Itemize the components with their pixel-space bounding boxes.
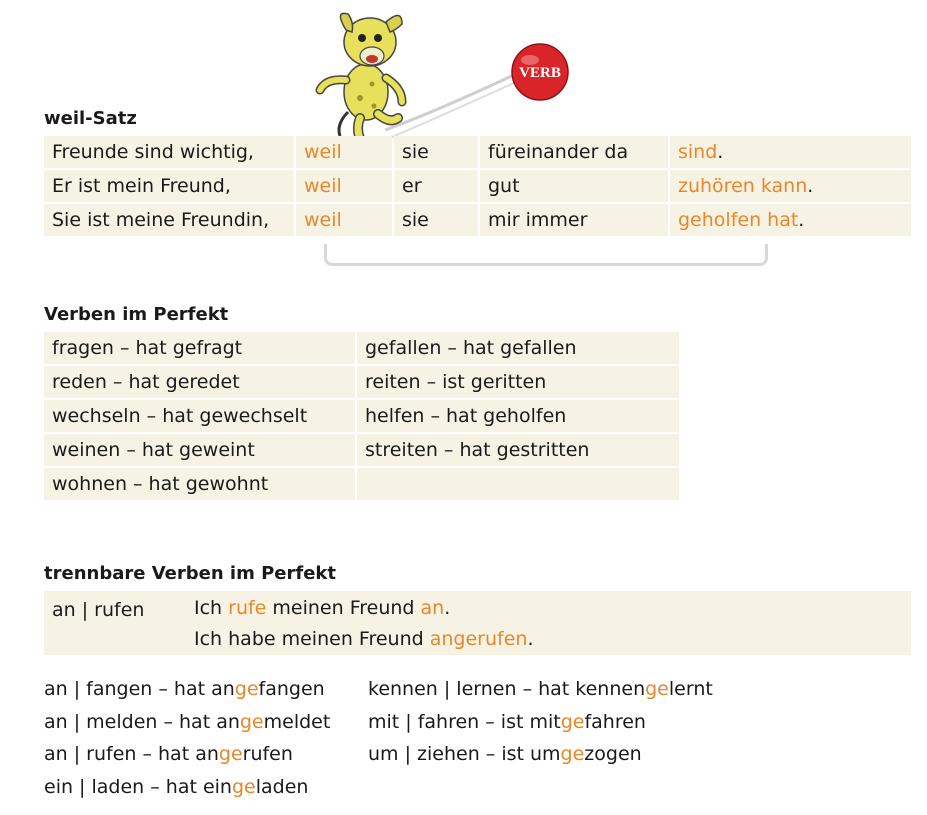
weil-row bbox=[44, 136, 911, 168]
list-item bbox=[368, 738, 713, 771]
weil-row bbox=[44, 204, 911, 236]
ge-infix: ge bbox=[560, 710, 585, 733]
ge-infix: ge bbox=[231, 775, 256, 798]
list-item bbox=[44, 706, 330, 739]
trennbar-example-box bbox=[44, 591, 911, 655]
verb-part: rufe bbox=[228, 597, 267, 619]
table-row bbox=[44, 400, 679, 432]
punctuation: . bbox=[527, 628, 534, 650]
perfekt-table bbox=[44, 332, 679, 502]
example-verb: an | rufen bbox=[52, 599, 145, 621]
perfekt-heading: Verben im Perfekt bbox=[44, 304, 229, 325]
list-item bbox=[44, 738, 330, 771]
trennbar-list-right bbox=[368, 673, 713, 771]
weil-row bbox=[44, 170, 911, 202]
list-item bbox=[44, 673, 330, 706]
table-row bbox=[44, 332, 679, 364]
punctuation: . bbox=[717, 141, 724, 163]
ge-infix: ge bbox=[218, 743, 243, 765]
middle-field: mir immer bbox=[480, 204, 668, 236]
text-part: an | fangen – hat an bbox=[44, 678, 235, 700]
text-part: Ich bbox=[194, 597, 229, 619]
ge-infix: ge bbox=[645, 678, 669, 700]
example-sentence-present bbox=[194, 593, 450, 623]
subject: sie bbox=[394, 204, 478, 236]
punctuation: . bbox=[807, 175, 814, 197]
perfekt-cell: wechseln – hat gewechselt bbox=[44, 400, 355, 432]
verb-end-cell bbox=[670, 170, 911, 202]
perfekt-cell: reden – hat geredet bbox=[44, 366, 355, 398]
text-part: ein | laden – hat ein bbox=[44, 775, 232, 798]
main-clause: Sie ist meine Freundin, bbox=[44, 204, 294, 236]
perfekt-cell: reiten – ist geritten bbox=[357, 366, 679, 398]
text-part: lernt bbox=[668, 678, 713, 700]
ge-infix: ge bbox=[239, 710, 264, 733]
perfekt-cell bbox=[357, 468, 679, 500]
prefix-part: an bbox=[420, 597, 445, 619]
text-part: fahren bbox=[584, 710, 646, 733]
list-item bbox=[368, 673, 713, 706]
main-clause: Er ist mein Freund, bbox=[44, 170, 294, 202]
text-part: meinen Freund bbox=[266, 597, 421, 619]
punctuation: . bbox=[444, 597, 451, 619]
weil-satz-table bbox=[44, 136, 911, 238]
ge-infix: ge bbox=[560, 743, 585, 765]
perfekt-cell: fragen – hat gefragt bbox=[44, 332, 355, 364]
final-verb: geholfen hat bbox=[678, 209, 799, 231]
final-verb: sind bbox=[678, 141, 718, 163]
text-part: laden bbox=[255, 775, 309, 798]
example-sentence-perfect bbox=[194, 624, 533, 654]
main-clause: Freunde sind wichtig, bbox=[44, 136, 294, 168]
subject: er bbox=[394, 170, 478, 202]
subject: sie bbox=[394, 136, 478, 168]
final-verb: zuhören kann bbox=[678, 175, 808, 197]
table-row bbox=[44, 434, 679, 466]
perfekt-cell: wohnen – hat gewohnt bbox=[44, 468, 355, 500]
text-part: um | ziehen – ist um bbox=[368, 743, 561, 765]
text-part: zogen bbox=[584, 743, 642, 765]
trennbar-list-left bbox=[44, 673, 330, 803]
text-part: meldet bbox=[263, 710, 331, 733]
text-part: rufen bbox=[242, 743, 293, 765]
verb-ball bbox=[512, 44, 568, 100]
list-item bbox=[368, 706, 713, 739]
verb-end-cell bbox=[670, 136, 911, 168]
perfekt-cell: weinen – hat geweint bbox=[44, 434, 355, 466]
punctuation: . bbox=[798, 209, 805, 231]
table-row bbox=[44, 366, 679, 398]
text-part: fangen bbox=[258, 678, 325, 700]
conjunction: weil bbox=[296, 170, 392, 202]
weil-satz-heading: weil-Satz bbox=[44, 108, 137, 129]
sentence-bracket bbox=[324, 244, 768, 266]
verb-end-cell bbox=[670, 204, 911, 236]
table-row bbox=[44, 468, 679, 500]
text-part: mit | fahren – ist mit bbox=[368, 710, 561, 733]
text-part: kennen | lernen – hat kennen bbox=[368, 678, 646, 700]
list-item bbox=[44, 771, 330, 804]
trennbar-heading: trennbare Verben im Perfekt bbox=[44, 563, 336, 584]
middle-field: füreinander da bbox=[480, 136, 668, 168]
text-part: an | melden – hat an bbox=[44, 710, 240, 733]
verb-ball-label: VERB bbox=[519, 65, 561, 81]
text-part: an | rufen – hat an bbox=[44, 743, 219, 765]
text-part: Ich habe meinen Freund bbox=[194, 628, 430, 650]
perfekt-cell: gefallen – hat gefallen bbox=[357, 332, 679, 364]
conjunction: weil bbox=[296, 204, 392, 236]
perfekt-cell: streiten – hat gestritten bbox=[357, 434, 679, 466]
perfekt-cell: helfen – hat geholfen bbox=[357, 400, 679, 432]
conjunction: weil bbox=[296, 136, 392, 168]
middle-field: gut bbox=[480, 170, 668, 202]
participle-part: angerufen bbox=[429, 628, 528, 650]
ge-infix: ge bbox=[234, 678, 259, 700]
